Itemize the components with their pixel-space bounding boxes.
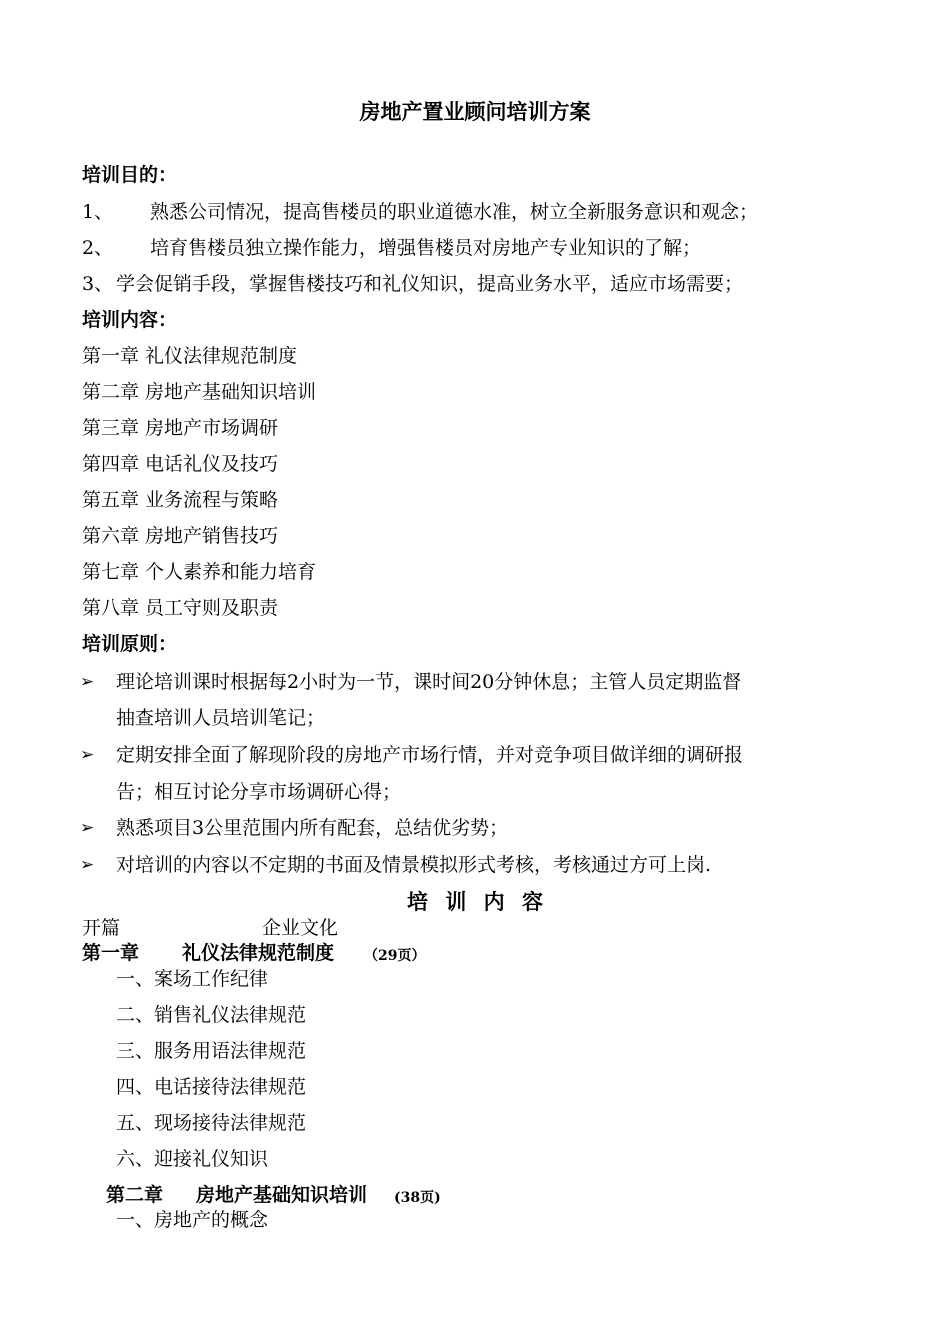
goal-number: 1、	[82, 201, 114, 223]
principle-text: 熟悉项目3公里范围内所有配套，总结优劣势；	[116, 817, 509, 839]
chapter-label: 第二章	[106, 1184, 164, 1206]
goal-number: 3、	[82, 273, 114, 295]
opening-title: 企业文化	[262, 917, 339, 939]
bullet-arrow-icon: ➢	[80, 855, 95, 875]
principle-text: 定期安排全面了解现阶段的房地产市场行情，并对竞争项目做详细的调研报	[116, 744, 744, 766]
section-item: 五、现场接待法律规范	[116, 1112, 307, 1134]
chapter-pages: (38页)	[394, 1190, 441, 1206]
goals-heading: 培训目的：	[82, 164, 178, 186]
chapter-item: 第六章 房地产销售技巧	[82, 525, 279, 547]
section-item: 一、案场工作纪律	[116, 968, 269, 990]
section-item: 三、服务用语法律规范	[116, 1040, 307, 1062]
chapter-item: 第一章 礼仪法律规范制度	[82, 345, 298, 367]
page-title: 房地产置业顾问培训方案	[359, 99, 591, 124]
chapter-pages: （29页）	[364, 948, 426, 964]
bullet-arrow-icon: ➢	[80, 672, 95, 692]
principle-text-continued: 抽查培训人员培训笔记；	[116, 707, 326, 729]
section-heading: 培 训 内 容	[407, 889, 543, 914]
content-heading: 培训内容：	[82, 309, 178, 331]
section-item: 四、电话接待法律规范	[116, 1076, 307, 1098]
chapter-item: 第二章 房地产基础知识培训	[82, 381, 317, 403]
section-item: 一、房地产的概念	[116, 1209, 269, 1231]
goal-number: 2、	[82, 237, 114, 259]
chapter-item: 第五章 业务流程与策略	[82, 489, 279, 511]
chapter-title: 房地产基础知识培训	[196, 1184, 368, 1206]
goal-text: 学会促销手段，掌握售楼技巧和礼仪知识，提高业务水平，适应市场需要；	[116, 273, 744, 295]
principle-text: 理论培训课时根据每2小时为一节，课时间20分钟休息；主管人员定期监督	[116, 671, 742, 693]
bullet-arrow-icon: ➢	[80, 818, 95, 838]
opening-label: 开篇	[82, 917, 121, 939]
goal-text: 熟悉公司情况，提高售楼员的职业道德水准，树立全新服务意识和观念；	[150, 201, 759, 223]
section-item: 二、销售礼仪法律规范	[116, 1004, 307, 1026]
chapter-title: 礼仪法律规范制度	[182, 942, 335, 964]
chapter-label: 第一章	[82, 942, 140, 964]
chapter-item: 第八章 员工守则及职责	[82, 597, 279, 619]
principle-text: 对培训的内容以不定期的书面及情景模拟形式考核，考核通过方可上岗.	[116, 854, 712, 876]
bullet-arrow-icon: ➢	[80, 745, 95, 765]
goal-text: 培育售楼员独立操作能力，增强售楼员对房地产专业知识的了解；	[150, 237, 702, 259]
chapter-item: 第七章 个人素养和能力培育	[82, 561, 317, 583]
section-item: 六、迎接礼仪知识	[116, 1148, 269, 1170]
principle-text-continued: 告；相互讨论分享市场调研心得；	[116, 781, 402, 803]
chapter-item: 第四章 电话礼仪及技巧	[82, 453, 279, 475]
chapter-item: 第三章 房地产市场调研	[82, 417, 279, 439]
principles-heading: 培训原则：	[82, 633, 178, 655]
